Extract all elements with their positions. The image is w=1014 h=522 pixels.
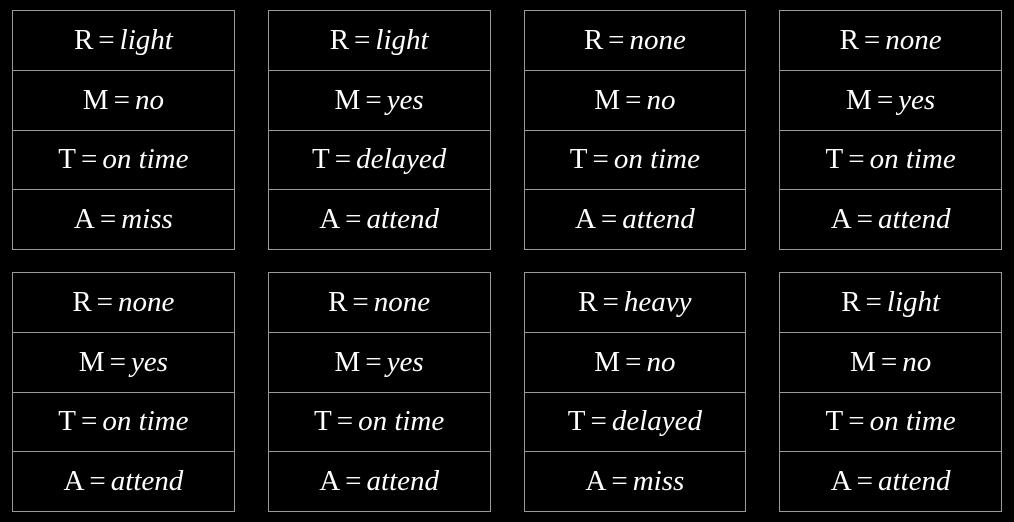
attribute-row	[269, 393, 490, 453]
attribute-row	[269, 190, 490, 249]
attribute-value: attend	[110, 465, 184, 498]
attribute-value: attend	[366, 203, 440, 236]
attribute-key: T	[567, 405, 586, 438]
attribute-value: none	[629, 23, 686, 56]
attribute-key: T	[569, 143, 588, 176]
attribute-separator: =	[354, 23, 371, 56]
attribute-row	[525, 190, 746, 249]
attribute-separator: =	[880, 345, 898, 378]
attribute-key: A	[63, 465, 85, 498]
attribute-value: yes	[898, 83, 936, 116]
attribute-separator: =	[876, 83, 894, 116]
attribute-key: M	[594, 83, 621, 116]
attribute-separator: =	[856, 203, 874, 236]
attribute-value: delayed	[611, 405, 702, 438]
attribute-value: attend	[878, 203, 951, 236]
attribute-separator: =	[856, 465, 874, 498]
attribute-separator: =	[334, 143, 352, 176]
instance-card	[12, 10, 235, 250]
attribute-row	[13, 273, 234, 333]
attribute-row	[269, 452, 490, 511]
attribute-row	[780, 11, 1001, 71]
attribute-separator: =	[80, 143, 98, 176]
attribute-separator: =	[848, 143, 865, 176]
attribute-key: T	[58, 405, 76, 438]
attribute-value: no	[902, 345, 932, 378]
attribute-key: R	[72, 285, 92, 318]
attribute-key: M	[82, 83, 109, 116]
attribute-value: on time	[869, 405, 956, 438]
instance-card	[779, 10, 1002, 250]
attribute-key: R	[329, 23, 350, 56]
attribute-value: yes	[386, 345, 424, 378]
attribute-key: M	[850, 345, 876, 378]
attribute-value: attend	[622, 203, 695, 236]
attribute-separator: =	[625, 83, 642, 116]
attribute-key: A	[73, 203, 95, 236]
attribute-key: T	[312, 143, 330, 176]
attribute-row	[525, 452, 746, 511]
attribute-row	[13, 333, 234, 393]
attribute-separator: =	[365, 345, 382, 378]
attribute-row	[13, 71, 234, 131]
attribute-separator: =	[109, 345, 126, 378]
attribute-separator: =	[600, 203, 618, 236]
attribute-separator: =	[352, 285, 369, 318]
attribute-value: none	[118, 285, 175, 318]
attribute-key: A	[574, 203, 596, 236]
attribute-separator: =	[89, 465, 106, 498]
attribute-separator: =	[865, 285, 882, 318]
attribute-value: no	[646, 83, 676, 116]
attribute-value: no	[646, 345, 676, 378]
attribute-key: R	[839, 23, 859, 56]
attribute-row	[525, 393, 746, 453]
attribute-value: heavy	[623, 285, 692, 318]
attribute-separator: =	[336, 405, 354, 438]
attribute-value: none	[373, 285, 431, 318]
attribute-key: A	[319, 203, 341, 236]
instance-card	[268, 272, 491, 512]
attribute-value: miss	[121, 203, 173, 236]
attribute-row	[13, 393, 234, 453]
attribute-row	[269, 273, 490, 333]
instance-card	[524, 10, 747, 250]
attribute-key: T	[825, 143, 844, 176]
attribute-key: M	[594, 345, 621, 378]
attribute-separator: =	[863, 23, 881, 56]
attribute-row	[780, 452, 1001, 511]
attribute-value: none	[885, 23, 942, 56]
attribute-separator: =	[113, 83, 130, 116]
attribute-key: M	[78, 345, 105, 378]
attribute-separator: =	[365, 83, 382, 116]
attribute-value: miss	[632, 465, 685, 498]
attribute-key: M	[846, 83, 872, 116]
attribute-separator: =	[590, 405, 607, 438]
attribute-value: attend	[878, 465, 951, 498]
attribute-key: R	[578, 285, 598, 318]
attribute-row	[269, 11, 490, 71]
attribute-row	[269, 333, 490, 393]
attribute-row	[13, 131, 234, 191]
attribute-row	[13, 452, 234, 511]
attribute-row	[269, 71, 490, 131]
attribute-row	[780, 333, 1001, 393]
attribute-separator: =	[611, 465, 628, 498]
attribute-row	[525, 11, 746, 71]
attribute-row	[525, 131, 746, 191]
attribute-separator: =	[592, 143, 609, 176]
attribute-key: R	[583, 23, 604, 56]
attribute-separator: =	[80, 405, 98, 438]
attribute-key: R	[328, 285, 348, 318]
attribute-separator: =	[608, 23, 625, 56]
attribute-value: yes	[130, 345, 168, 378]
attribute-row	[780, 131, 1001, 191]
attribute-separator: =	[625, 345, 642, 378]
attribute-separator: =	[99, 203, 117, 236]
attribute-value: on time	[358, 405, 445, 438]
attribute-separator: =	[848, 405, 865, 438]
attribute-value: light	[886, 285, 941, 318]
attribute-key: A	[319, 465, 341, 498]
attribute-separator: =	[345, 465, 362, 498]
attribute-separator: =	[602, 285, 619, 318]
attribute-row	[780, 190, 1001, 249]
attribute-key: R	[841, 285, 861, 318]
attribute-separator: =	[345, 203, 362, 236]
attribute-key: R	[73, 23, 94, 56]
attribute-row	[525, 333, 746, 393]
attribute-key: M	[334, 83, 361, 116]
attribute-separator: =	[98, 23, 115, 56]
attribute-separator: =	[96, 285, 114, 318]
attribute-row	[269, 131, 490, 191]
attribute-value: no	[134, 83, 164, 116]
attribute-value: light	[119, 23, 173, 56]
attribute-row	[525, 273, 746, 333]
attribute-value: light	[375, 23, 429, 56]
attribute-value: on time	[102, 143, 189, 176]
attribute-value: yes	[386, 83, 424, 116]
attribute-row	[13, 11, 234, 71]
attribute-row	[780, 71, 1001, 131]
attribute-key: T	[313, 405, 332, 438]
instance-card	[12, 272, 235, 512]
attribute-row	[780, 393, 1001, 453]
attribute-value: delayed	[356, 143, 447, 176]
attribute-value: on time	[102, 405, 189, 438]
attribute-row	[780, 273, 1001, 333]
attribute-value: on time	[613, 143, 700, 176]
attribute-key: M	[334, 345, 361, 378]
instance-card	[779, 272, 1002, 512]
attribute-key: T	[825, 405, 844, 438]
attribute-key: A	[585, 465, 607, 498]
attribute-key: A	[830, 465, 852, 498]
attribute-row	[525, 71, 746, 131]
attribute-key: T	[58, 143, 76, 176]
instance-card	[268, 10, 491, 250]
attribute-value: attend	[366, 465, 440, 498]
attribute-value: on time	[869, 143, 956, 176]
instance-card	[524, 272, 747, 512]
attribute-row	[13, 190, 234, 249]
attribute-key: A	[830, 203, 852, 236]
